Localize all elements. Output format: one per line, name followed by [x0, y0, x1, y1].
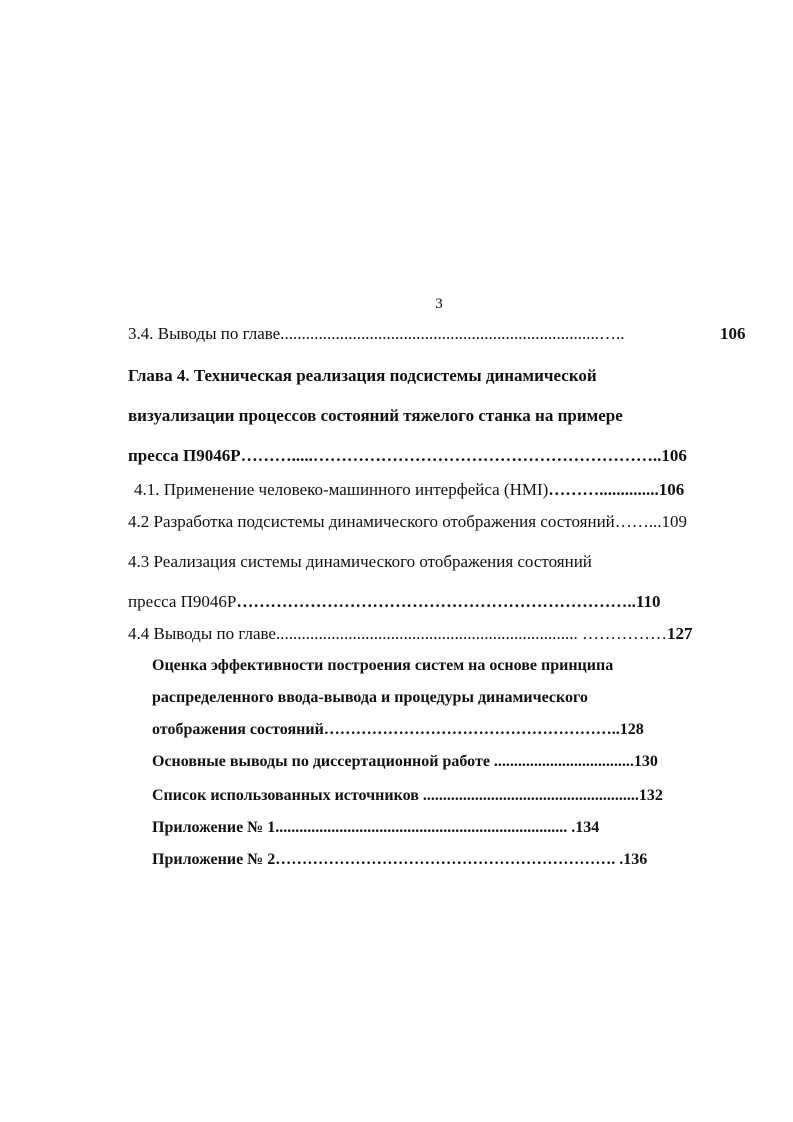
toc-entry-appendix-2 [152, 850, 647, 870]
toc-leader-dots: ...................................................... [418, 787, 639, 804]
toc-entry-page: 106 [720, 324, 746, 343]
toc-leader-dots: ....................................................................... …………… [275, 624, 667, 643]
toc-entry-title: Приложение № 1 [152, 819, 276, 836]
toc-entry-page: 127 [666, 624, 693, 643]
chapter-4-heading-line-3 [128, 446, 687, 466]
toc-entry-title: пресса П9046Р [128, 592, 237, 611]
toc-leader-dots: ………………………………………………………. . [275, 851, 624, 868]
chapter-4-heading-line-1: Глава 4. Техническая реализация подсистемы динамической [128, 366, 597, 385]
toc-entry-page: 110 [635, 592, 661, 611]
toc-entry-page: 130 [633, 753, 658, 770]
toc-entry-4-4 [128, 624, 692, 644]
toc-entry-title: Список использованных источников [152, 787, 419, 804]
toc-entry-evaluation-line-2: распределенного ввода-вывода и процедуры динамического [152, 689, 588, 706]
toc-entry-references [152, 786, 663, 806]
toc-entry-4-2 [128, 512, 687, 532]
toc-entry-4-1 [134, 480, 684, 500]
toc-entry-page: 106 [661, 446, 687, 465]
toc-entry-4-3-line-2 [128, 592, 660, 612]
toc-leader-dots: ……... [614, 512, 662, 531]
toc-entry-page: 134 [575, 819, 600, 836]
toc-entry-title: пресса П9046Р [128, 446, 241, 465]
toc-entry-title: 4.1. Применение человеко-машинного интерфейса (HMI) [134, 480, 549, 499]
toc-entry-page: 128 [619, 721, 644, 738]
toc-entry-3-4 [128, 324, 624, 344]
toc-entry-title: 3.4. Выводы по главе [128, 324, 281, 343]
toc-entry-evaluation-line-1: Оценка эффективности построения систем на основе принципа [152, 657, 614, 674]
page-number: 3 [435, 296, 443, 312]
toc-entry-title: Приложение № 2 [152, 851, 276, 868]
toc-entry-title: отображения состояний [152, 721, 324, 738]
toc-entry-title: 4.2 Разработка подсистемы динамического отображения состояний [128, 512, 615, 531]
toc-leader-dots: ......................................................................... . [275, 819, 576, 836]
toc-leader-dots: …………………………………………………………….. [236, 592, 636, 611]
toc-entry-conclusions [152, 752, 658, 772]
toc-entry-appendix-1 [152, 818, 599, 838]
toc-entry-4-3-line-1: 4.3 Реализация системы динамического отображения состояний [128, 552, 592, 571]
toc-entry-page: 109 [661, 512, 688, 531]
toc-entry-page: 106 [658, 480, 685, 499]
toc-entry-title: 4.4 Выводы по главе [128, 624, 276, 643]
toc-leader-dots: ……….............. [548, 480, 659, 499]
toc-entry-evaluation-line-3 [152, 720, 644, 740]
toc-leader-dots: ................................... [489, 753, 634, 770]
toc-leader-dots: ……….....…………………………………………………….. [240, 446, 662, 465]
toc-leader-dots: ……………………………………………….. [323, 721, 620, 738]
toc-entry-title: Основные выводы по диссертационной работе [152, 753, 490, 770]
toc-entry-page: 136 [623, 851, 648, 868]
toc-entry-page: 132 [638, 787, 663, 804]
toc-leader-dots: ...........................................................................….. [280, 324, 625, 343]
chapter-4-heading-line-2: визуализации процессов состояний тяжелого станка на примере [128, 406, 623, 425]
